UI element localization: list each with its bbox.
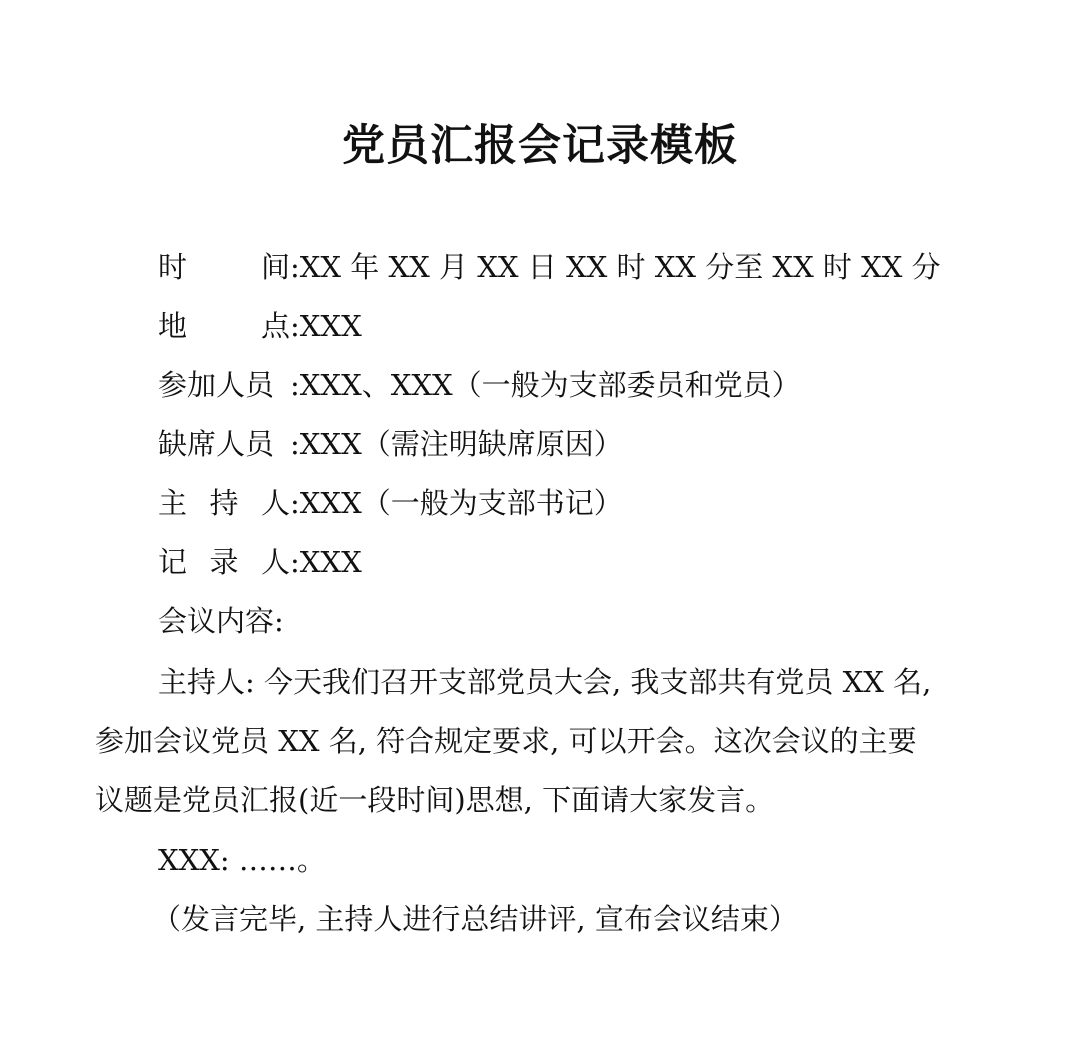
field-absentees-value: XXX（需注明缺席原因）: [299, 427, 623, 461]
host-speech-line-2: 参加会议党员 XX 名, 符合规定要求, 可以开会。这次会议的主要: [95, 724, 917, 758]
field-attendees-value: XXX、XXX（一般为支部委员和党员）: [299, 368, 801, 402]
field-location-label: [158, 306, 290, 346]
field-recorder-value: XXX: [299, 545, 362, 579]
field-host-value: XXX（一般为支部书记）: [299, 486, 623, 520]
field-attendees-colon: :: [290, 368, 300, 402]
speaker-line: XXX: ……。: [158, 843, 326, 877]
field-host-label-char-2: 持: [209, 486, 239, 520]
field-time: [158, 247, 941, 287]
field-location-colon: :: [290, 309, 300, 343]
meeting-content-label: 会议内容:: [158, 604, 284, 638]
field-absentees: [158, 424, 623, 464]
field-absentees-colon: :: [290, 427, 300, 461]
host-speech-line-3: 议题是党员汇报(近一段时间)思想, 下面请大家发言。: [95, 783, 775, 817]
field-time-label: [158, 247, 290, 287]
document-title: 党员汇报会记录模板: [342, 121, 738, 171]
field-recorder-label-char-1: 记: [158, 545, 188, 579]
field-time-label-char-2: 间: [260, 250, 290, 284]
field-host: [158, 483, 623, 523]
field-host-label-char-3: 人: [260, 486, 290, 520]
host-speech-line-1: 主持人: 今天我们召开支部党员大会, 我支部共有党员 XX 名,: [158, 665, 932, 699]
field-attendees-label: 参加人员: [158, 368, 275, 402]
field-recorder-colon: :: [290, 545, 300, 579]
field-attendees: [158, 365, 801, 405]
field-time-label-char-1: 时: [158, 250, 188, 284]
field-absentees-label: 缺席人员: [158, 427, 275, 461]
field-recorder-label-char-3: 人: [260, 545, 290, 579]
field-location-label-char-2: 点: [260, 309, 290, 343]
field-time-value: XX 年 XX 月 XX 日 XX 时 XX 分至 XX 时 XX 分: [299, 250, 941, 284]
field-host-label-char-1: 主: [158, 486, 188, 520]
field-recorder-label: [158, 542, 290, 582]
field-recorder-label-char-2: 录: [209, 545, 239, 579]
field-location-value: XXX: [299, 309, 362, 343]
field-location-label-char-1: 地: [158, 309, 188, 343]
field-location: [158, 306, 362, 346]
field-host-colon: :: [290, 486, 300, 520]
field-recorder: [158, 542, 362, 582]
field-time-colon: :: [290, 250, 300, 284]
field-host-label: [158, 483, 290, 523]
closing-note: （发言完毕, 主持人进行总结讲评, 宣布会议结束）: [152, 902, 798, 936]
